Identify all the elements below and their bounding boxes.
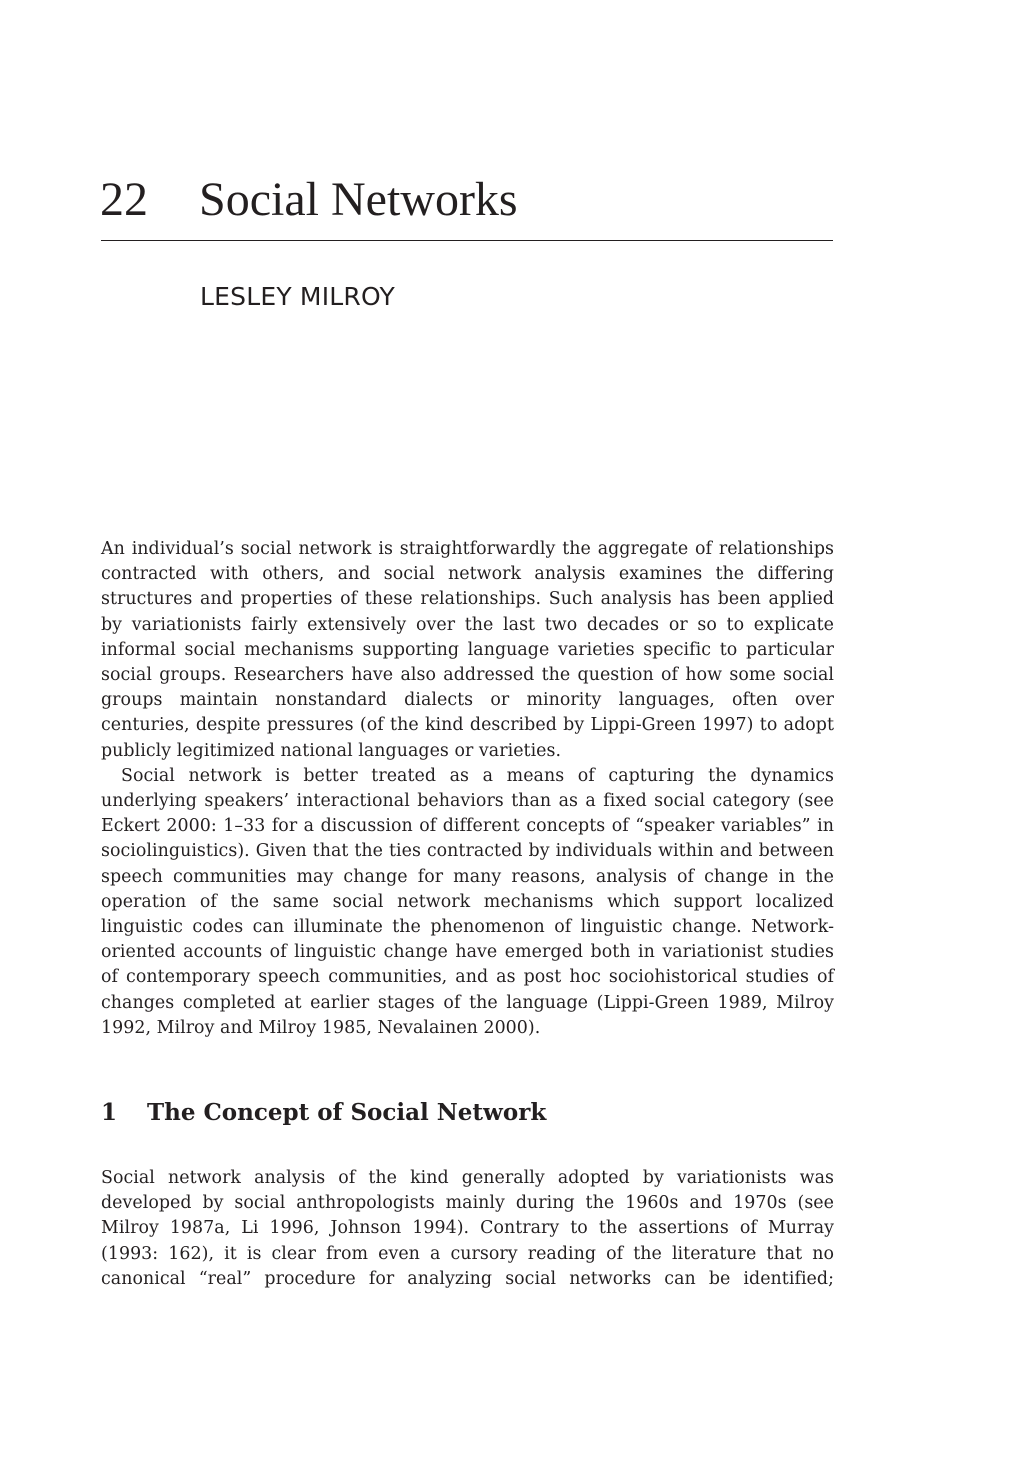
section-heading [101,1097,546,1129]
chapter-title-rule [101,240,833,241]
chapter-number: 22 [100,173,148,226]
section-title: The Concept of Social Network [147,1099,547,1126]
section-1-paragraph: Social network analysis of the kind generally adopted by variationists was developed by social anthropologists mainly during the 1960s and 1970s (see Milroy 1987a, Li 1996, Johnson 1994). Contrary to the assertions of Murray (1993: 162), it is clear from even a cursory reading of the literature that no canonical “real” procedure for analyzing social networks can be identified; [101,1168,834,1289]
section-1-text [101,1166,834,1292]
intro-paragraph-1: An individual’s social network is straightforwardly the aggregate of relationships contracted with others, and social network analysis examines the differing structures and properties of these relationships. Such analysis has been applied by variationists fairly extensively over the last two decades or so to explicate informal social mechanisms supporting language varieties specific to particular social groups. Researchers have also addressed the question of how some social groups maintain nonstandard dialects or minority languages, often over centuries, despite pressures (of the kind described by Lippi-Green 1997) to adopt publicly legitimized national languages or varieties. [101,539,834,761]
section-number: 1 [101,1099,118,1126]
chapter-title: Social Networks [199,173,518,226]
intro-paragraph-2: Social network is better treated as a means of capturing the dynamics underlying speakers’ interactional behaviors than as a fixed social category (see Eckert 2000: 1–33 for a discussion of different concepts of “speaker variables” in sociolinguistics). Given that the ties contracted by individuals within and between speech communities may change for many reasons, analysis of change in the operation of the same social network mechanisms which support localized linguistic codes can illuminate the phenomenon of linguistic change. Network-oriented accounts of linguistic change have emerged both in variationist studies of contemporary speech communities, and as post hoc sociohistorical studies of changes completed at earlier stages of the language (Lippi-Green 1989, Milroy 1992, Milroy and Milroy 1985, Nevalainen 2000). [101,765,834,1038]
intro-text [101,537,834,1041]
chapter-heading [100,164,840,236]
chapter-author: LESLEY MILROY [200,282,395,311]
